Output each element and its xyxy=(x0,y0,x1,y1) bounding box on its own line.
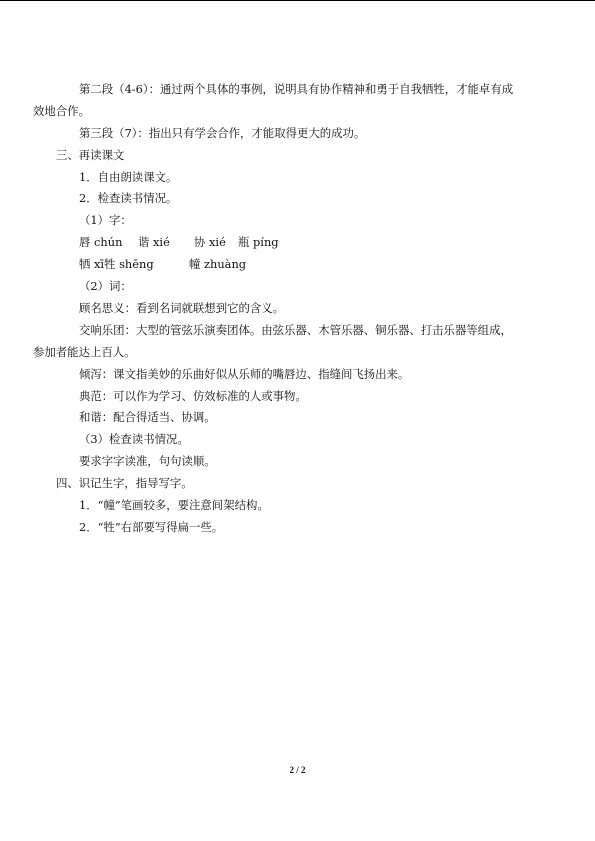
character-item: 协 xié xyxy=(194,235,226,250)
word-definition: 典范：可以作为学习、仿效标准的人或事物。 xyxy=(79,388,307,403)
word-definition-line-1: 交响乐团：大型的管弦乐演奏团体。由弦乐器、木管乐器、铜乐器、打击乐器等组成， xyxy=(79,322,512,337)
subheading-characters: （1）字： xyxy=(79,213,132,228)
top-border-line xyxy=(0,0,595,1)
heading-writing: 四、识记生字，指导写字。 xyxy=(56,476,193,491)
paragraph-section-2-line-2: 效地合作。 xyxy=(33,103,90,118)
page-number: 2 / 2 xyxy=(289,765,306,775)
word-definition: 倾泻：课文指美妙的乐曲好似从乐师的嘴唇边、指缝间飞扬出来。 xyxy=(79,366,410,381)
character-item: 谐 xié xyxy=(138,235,170,250)
subheading-check-reading: （3）检查读书情况。 xyxy=(79,432,189,447)
word-definition-orchestra xyxy=(33,320,550,364)
document-body xyxy=(33,79,550,539)
word-definition: 顾名思义：看到名词就联想到它的含义。 xyxy=(79,300,285,315)
word-definition-line-2: 参加者能达上百人。 xyxy=(33,344,136,359)
character-item: 幢 zhuàng xyxy=(189,257,247,272)
word-definition: 和谐：配合得适当、协调。 xyxy=(79,410,216,425)
character-row-1 xyxy=(56,232,550,254)
subheading-words: （2）词： xyxy=(79,279,132,294)
requirement-text: 要求字字读准，句句读顺。 xyxy=(79,454,216,469)
list-item-read-aloud: 1．自由朗读课文。 xyxy=(79,169,178,184)
character-item: 瓶 píng xyxy=(238,235,279,250)
character-row-2 xyxy=(56,254,550,276)
character-item: 唇 chún xyxy=(79,235,123,250)
list-item-writing: 2．“牲”右部要写得扁一些。 xyxy=(79,519,224,534)
heading-reread: 三、再读课文 xyxy=(56,147,125,162)
paragraph-section-3: 第三段（7）：指出只有学会合作，才能取得更大的成功。 xyxy=(79,125,366,140)
list-item-writing: 1．“幢”笔画较多，要注意间架结构。 xyxy=(79,497,269,512)
paragraph-section-2 xyxy=(33,79,550,123)
paragraph-section-2-line-1: 第二段（4-6）：通过两个具体的事例，说明具有协作精神和勇于自我牺牲，才能卓有成 xyxy=(79,82,514,96)
list-item-check-reading: 2．检查读书情况。 xyxy=(79,191,178,206)
character-item: 牺 xī牲 shēng xyxy=(79,257,154,272)
